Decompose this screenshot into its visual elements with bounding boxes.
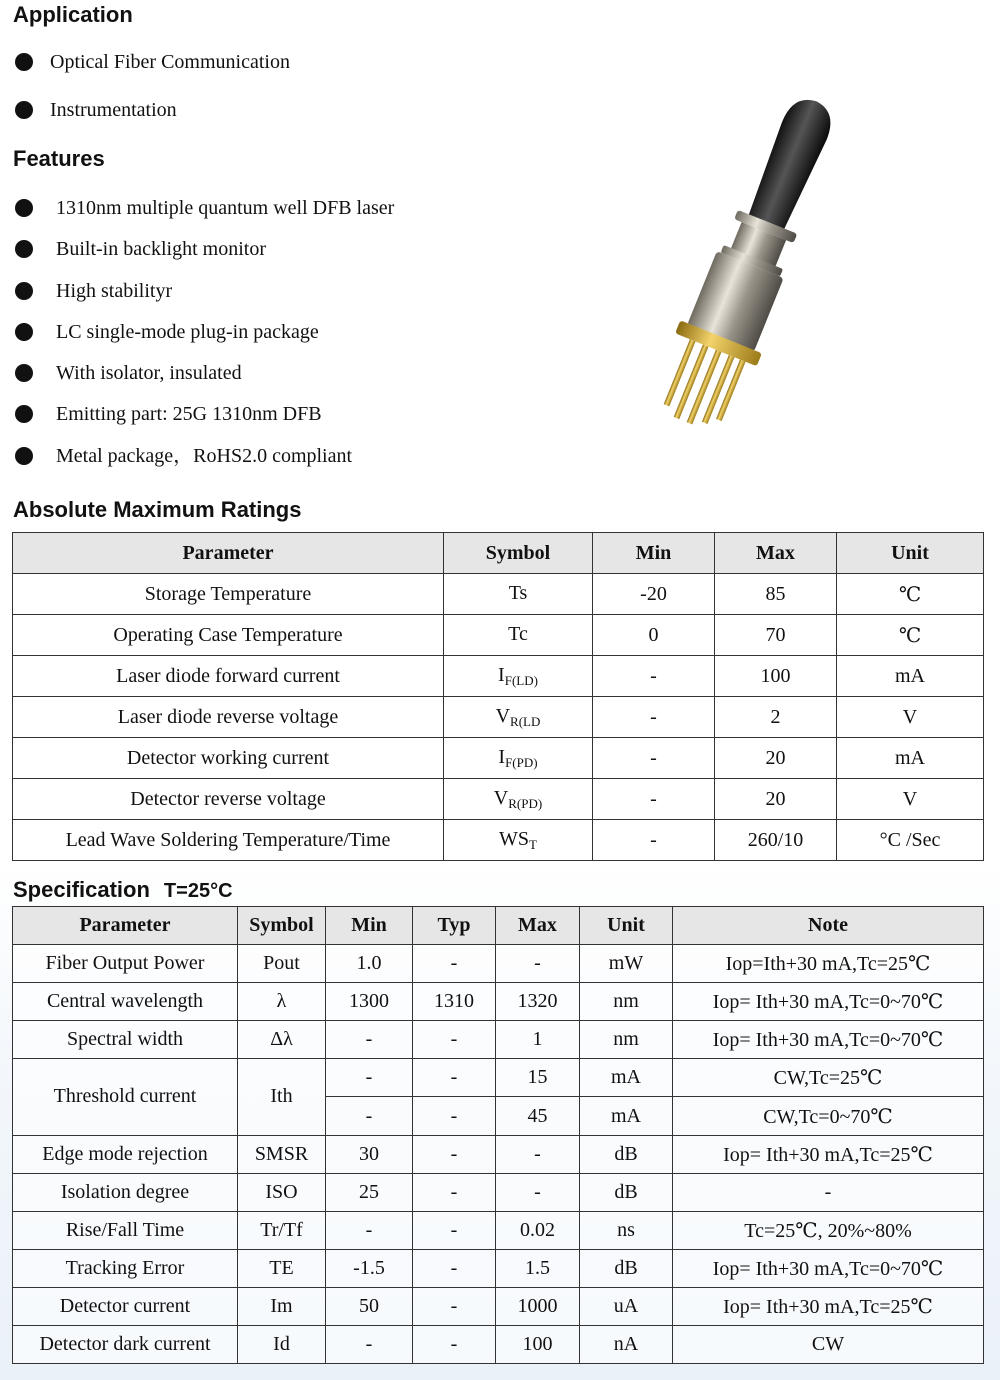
feature-item: LC single-mode plug-in package — [13, 320, 394, 361]
max-cell: 1 — [496, 1021, 580, 1059]
symbol-cell: ISO — [238, 1173, 326, 1211]
min-cell: - — [326, 1326, 413, 1364]
symbol-cell: Ts — [444, 574, 593, 615]
max-cell: 20 — [715, 738, 837, 779]
typ-cell: - — [413, 1211, 496, 1249]
specification-heading: Specification T=25°C — [13, 877, 233, 902]
parameter-cell: Spectral width — [13, 1021, 238, 1059]
bullet-icon — [15, 240, 33, 258]
symbol-cell: TE — [238, 1249, 326, 1287]
symbol-cell: Tr/Tf — [238, 1211, 326, 1249]
max-cell: 1.5 — [496, 1249, 580, 1287]
typ-cell: 1310 — [413, 983, 496, 1021]
note-cell: CW — [673, 1326, 984, 1364]
laser-module-product-image — [620, 80, 880, 440]
max-cell: 1320 — [496, 983, 580, 1021]
note-cell: Tc=25℃, 20%~80% — [673, 1211, 984, 1249]
table-row — [13, 1249, 984, 1287]
note-cell: Iop=Ith+30 mA,Tc=25℃ — [673, 945, 984, 983]
unit-cell: mA — [580, 1059, 673, 1097]
unit-cell: mA — [837, 738, 984, 779]
table-row — [13, 1135, 984, 1173]
note-cell: Iop= Ith+30 mA,Tc=25℃ — [673, 1135, 984, 1173]
bullet-icon — [15, 101, 33, 119]
unit-cell: mA — [580, 1097, 673, 1135]
parameter-cell: Detector reverse voltage — [13, 779, 444, 820]
max-cell: 85 — [715, 574, 837, 615]
symbol-cell: SMSR — [238, 1135, 326, 1173]
table-header-row — [13, 907, 984, 945]
column-header: Typ — [413, 907, 496, 945]
bullet-icon — [15, 364, 33, 382]
features-heading: Features — [13, 146, 105, 171]
symbol-cell: $WS_T$ — [444, 820, 593, 861]
min-cell: - — [593, 697, 715, 738]
column-header: Min — [326, 907, 413, 945]
column-header: Parameter — [13, 533, 444, 574]
symbol-cell: Id — [238, 1326, 326, 1364]
max-cell: 100 — [715, 656, 837, 697]
typ-cell: - — [413, 1287, 496, 1325]
parameter-cell: Threshold current — [13, 1059, 238, 1135]
min-cell: 1300 — [326, 983, 413, 1021]
min-cell: -1.5 — [326, 1249, 413, 1287]
typ-cell: - — [413, 1059, 496, 1097]
min-cell: - — [326, 1021, 413, 1059]
typ-cell: - — [413, 945, 496, 983]
min-cell: -20 — [593, 574, 715, 615]
unit-cell: ℃ — [837, 574, 984, 615]
application-item: Instrumentation — [13, 98, 290, 146]
absolute-maximum-ratings-table — [12, 532, 984, 861]
column-header: Max — [715, 533, 837, 574]
unit-cell: nA — [580, 1326, 673, 1364]
min-cell: 0 — [593, 615, 715, 656]
note-cell: Iop= Ith+30 mA,Tc=0~70℃ — [673, 983, 984, 1021]
min-cell: 30 — [326, 1135, 413, 1173]
table-row — [13, 1059, 984, 1097]
table-row — [13, 1211, 984, 1249]
parameter-cell: Isolation degree — [13, 1173, 238, 1211]
max-cell: 2 — [715, 697, 837, 738]
symbol-cell: $V_{R(PD)}$ — [444, 779, 593, 820]
unit-cell: ℃ — [837, 615, 984, 656]
max-cell: - — [496, 1135, 580, 1173]
unit-cell: dB — [580, 1135, 673, 1173]
bullet-icon — [15, 199, 33, 217]
unit-cell: mW — [580, 945, 673, 983]
bullet-icon — [15, 323, 33, 341]
parameter-cell: Storage Temperature — [13, 574, 444, 615]
symbol-cell: Im — [238, 1287, 326, 1325]
column-header: Symbol — [444, 533, 593, 574]
table-row — [13, 615, 984, 656]
note-cell: CW,Tc=25℃ — [673, 1059, 984, 1097]
typ-cell: - — [413, 1097, 496, 1135]
symbol-cell: Δλ — [238, 1021, 326, 1059]
typ-cell: - — [413, 1021, 496, 1059]
note-cell: - — [673, 1173, 984, 1211]
max-cell: 45 — [496, 1097, 580, 1135]
column-header: Min — [593, 533, 715, 574]
symbol-cell: $I_{F(LD)}$ — [444, 656, 593, 697]
symbol-cell: $V_{R(LD}$ — [444, 697, 593, 738]
table-row — [13, 1287, 984, 1325]
note-cell: Iop= Ith+30 mA,Tc=25℃ — [673, 1287, 984, 1325]
table-row — [13, 1326, 984, 1364]
note-cell: Iop= Ith+30 mA,Tc=0~70℃ — [673, 1249, 984, 1287]
feature-item: With isolator, insulated — [13, 361, 394, 402]
unit-cell: V — [837, 697, 984, 738]
unit-cell: dB — [580, 1249, 673, 1287]
min-cell: - — [326, 1059, 413, 1097]
max-cell: - — [496, 945, 580, 983]
application-list — [13, 50, 290, 146]
unit-cell: dB — [580, 1173, 673, 1211]
features-list — [13, 196, 394, 485]
feature-item: High stabilityr — [13, 279, 394, 320]
parameter-cell: Tracking Error — [13, 1249, 238, 1287]
feature-item: Emitting part: 25G 1310nm DFB — [13, 402, 394, 443]
table-row — [13, 656, 984, 697]
application-item: Optical Fiber Communication — [13, 50, 290, 98]
table-row — [13, 1173, 984, 1211]
table-header-row — [13, 533, 984, 574]
min-cell: 25 — [326, 1173, 413, 1211]
symbol-cell: λ — [238, 983, 326, 1021]
max-cell: - — [496, 1173, 580, 1211]
test-condition: T=25°C — [163, 880, 233, 902]
bullet-icon — [15, 282, 33, 300]
min-cell: - — [593, 738, 715, 779]
bullet-icon — [15, 405, 33, 423]
max-cell: 100 — [496, 1326, 580, 1364]
table-row — [13, 574, 984, 615]
parameter-cell: Laser diode reverse voltage — [13, 697, 444, 738]
column-header: Symbol — [238, 907, 326, 945]
symbol-cell: Tc — [444, 615, 593, 656]
max-cell: 260/10 — [715, 820, 837, 861]
column-header: Max — [496, 907, 580, 945]
max-cell: 0.02 — [496, 1211, 580, 1249]
column-header: Unit — [580, 907, 673, 945]
unit-cell: nm — [580, 1021, 673, 1059]
max-cell: 20 — [715, 779, 837, 820]
min-cell: 1.0 — [326, 945, 413, 983]
unit-cell: uA — [580, 1287, 673, 1325]
min-cell: - — [326, 1097, 413, 1135]
unit-cell: mA — [837, 656, 984, 697]
unit-cell: V — [837, 779, 984, 820]
parameter-cell: Detector current — [13, 1287, 238, 1325]
feature-item: Built-in backlight monitor — [13, 237, 394, 278]
application-heading: Application — [13, 2, 133, 27]
table-row — [13, 1021, 984, 1059]
parameter-cell: Lead Wave Soldering Temperature/Time — [13, 820, 444, 861]
parameter-cell: Laser diode forward current — [13, 656, 444, 697]
unit-cell: °C /Sec — [837, 820, 984, 861]
symbol-cell: $I_{F(PD)}$ — [444, 738, 593, 779]
symbol-cell: Ith — [238, 1059, 326, 1135]
table-row — [13, 820, 984, 861]
absolute-maximum-ratings-heading: Absolute Maximum Ratings — [13, 497, 302, 522]
min-cell: - — [593, 656, 715, 697]
typ-cell: - — [413, 1173, 496, 1211]
min-cell: - — [326, 1211, 413, 1249]
table-row — [13, 697, 984, 738]
parameter-cell: Operating Case Temperature — [13, 615, 444, 656]
note-cell: Iop= Ith+30 mA,Tc=0~70℃ — [673, 1021, 984, 1059]
note-cell: CW,Tc=0~70℃ — [673, 1097, 984, 1135]
column-header: Note — [673, 907, 984, 945]
column-header: Unit — [837, 533, 984, 574]
max-cell: 1000 — [496, 1287, 580, 1325]
feature-item: 1310nm multiple quantum well DFB laser — [13, 196, 394, 237]
parameter-cell: Rise/Fall Time — [13, 1211, 238, 1249]
table-row — [13, 983, 984, 1021]
min-cell: - — [593, 820, 715, 861]
max-cell: 70 — [715, 615, 837, 656]
column-header: Parameter — [13, 907, 238, 945]
bullet-icon — [15, 447, 33, 465]
max-cell: 15 — [496, 1059, 580, 1097]
unit-cell: ns — [580, 1211, 673, 1249]
parameter-cell: Edge mode rejection — [13, 1135, 238, 1173]
table-row — [13, 945, 984, 983]
parameter-cell: Central wavelength — [13, 983, 238, 1021]
bullet-icon — [15, 53, 33, 71]
parameter-cell: Detector working current — [13, 738, 444, 779]
table-row — [13, 738, 984, 779]
specification-table — [12, 906, 984, 1364]
parameter-cell: Detector dark current — [13, 1326, 238, 1364]
symbol-cell: Pout — [238, 945, 326, 983]
typ-cell: - — [413, 1326, 496, 1364]
typ-cell: - — [413, 1135, 496, 1173]
min-cell: - — [593, 779, 715, 820]
min-cell: 50 — [326, 1287, 413, 1325]
unit-cell: nm — [580, 983, 673, 1021]
parameter-cell: Fiber Output Power — [13, 945, 238, 983]
typ-cell: - — [413, 1249, 496, 1287]
feature-item: Metal package，RoHS2.0 compliant — [13, 444, 394, 485]
table-row — [13, 779, 984, 820]
